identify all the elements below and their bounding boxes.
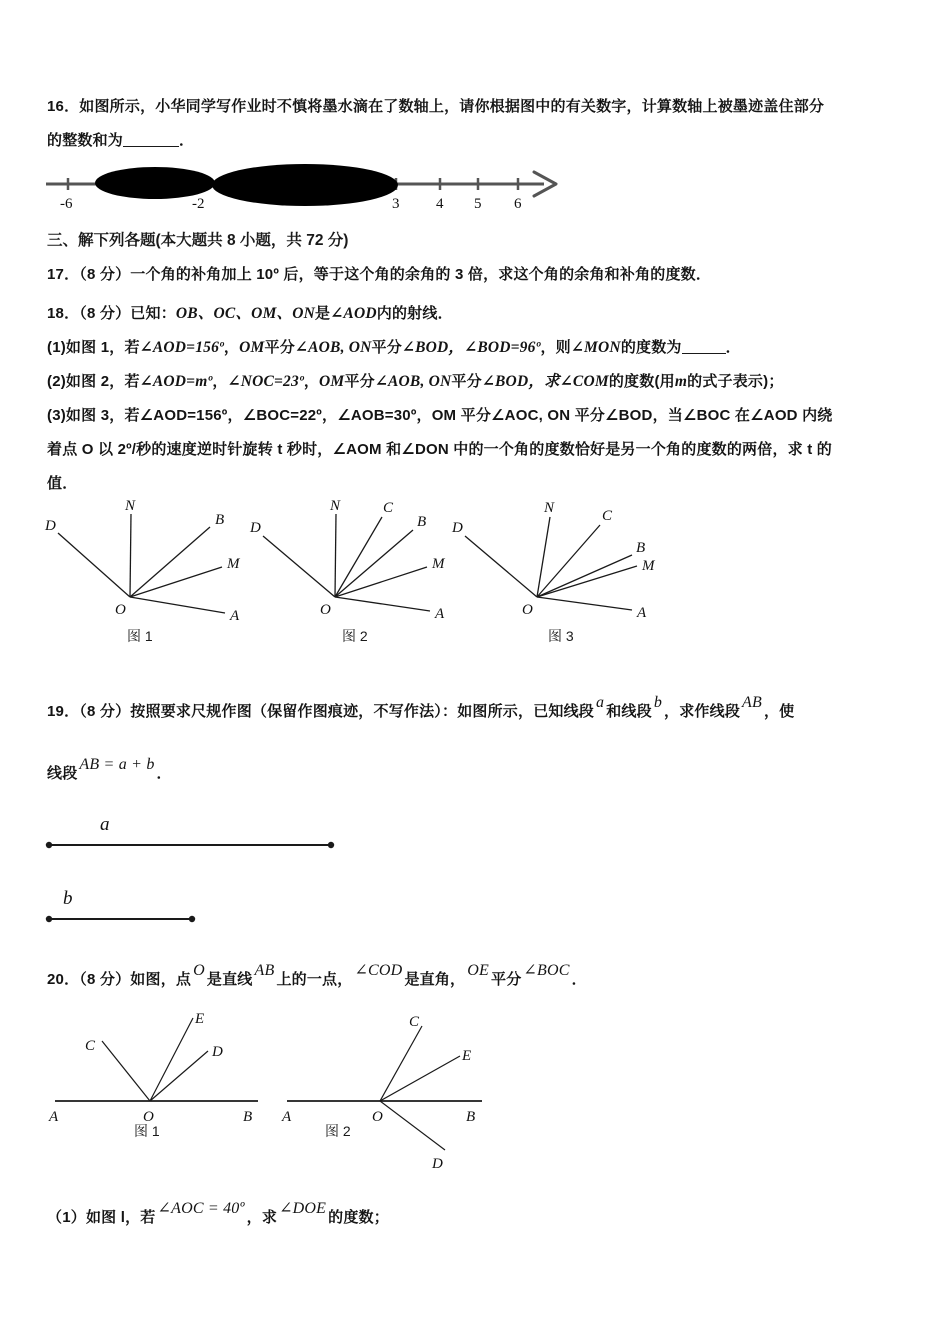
q19-line2 bbox=[47, 757, 172, 791]
q18-fig2-label-M: M bbox=[432, 556, 445, 572]
q18-p1-bod: ∠BOD， bbox=[401, 339, 465, 356]
q18-fig3-label-D: D bbox=[452, 520, 463, 536]
q20-line-ab: AB bbox=[254, 962, 275, 979]
q19-l2-c: ． bbox=[156, 765, 172, 782]
q19-seg-ab-ref: AB bbox=[742, 694, 762, 711]
q18-figure-1 bbox=[45, 498, 255, 624]
q19-segment-b-figure bbox=[40, 882, 380, 932]
tick-label-5: 6 bbox=[514, 196, 522, 212]
q18-p1-m: 的度数为 bbox=[620, 339, 682, 356]
q19-segment-a-endpoint-right bbox=[328, 842, 334, 848]
q18-p2-aob: ∠AOB, bbox=[374, 373, 425, 390]
q19-l1-e: ，求作线段 bbox=[664, 703, 741, 720]
q20-ray-oe: OE bbox=[467, 962, 489, 979]
q18-fig2-label-A: A bbox=[435, 606, 445, 622]
q18-stem-angle: ∠AOD bbox=[330, 305, 377, 322]
q19-segment-a-endpoint-left bbox=[46, 842, 52, 848]
q20-fig2-label-O: O bbox=[372, 1109, 383, 1125]
q18-p2-noc: ∠NOC=23º bbox=[227, 373, 304, 390]
q19-line1 bbox=[47, 695, 794, 729]
q18-part-3-line2 bbox=[47, 433, 832, 467]
q16-line1-text: 16．如图所示，小华同学写作业时不慎将墨水滴在了数轴上，请你根据图中的有关数字，计算数轴上被墨迹盖住部分 bbox=[47, 98, 825, 115]
q18-p2-a: (2)如图 2，若 bbox=[47, 373, 140, 390]
q20-fig1-rays bbox=[102, 1018, 208, 1101]
q20-figure-1-caption: 图 1 bbox=[134, 1123, 160, 1139]
q18-fig1-label-M: M bbox=[227, 556, 240, 572]
q18-figure-3-caption: 图 3 bbox=[548, 628, 574, 644]
q18-stem-rays: OB、OC、OM、ON bbox=[175, 305, 316, 322]
q18-fig2-label-B: B bbox=[417, 514, 427, 530]
q20-point-o: O bbox=[193, 962, 205, 979]
q18-p1-mon: ∠MON bbox=[570, 339, 621, 356]
q18-fig2-label-O: O bbox=[320, 602, 331, 618]
q18-fig3-label-O: O bbox=[522, 602, 533, 618]
q16-line2 bbox=[47, 124, 194, 158]
q18-figure-3 bbox=[452, 500, 667, 620]
q18-p2-on: ON bbox=[428, 373, 452, 390]
q18-stem-suffix: 内的射线． bbox=[376, 305, 453, 322]
q19-equation: AB = a + b bbox=[79, 756, 155, 773]
q16-number-line-figure bbox=[40, 158, 580, 214]
q18-p2-bod: ∠BOD，求 bbox=[481, 373, 560, 390]
q18-p1-a: (1)如图 1，若 bbox=[47, 339, 140, 356]
q20-stem-g: 是直角， bbox=[404, 971, 466, 988]
q18-fig3-label-M: M bbox=[642, 558, 655, 574]
q18-p2-g: 平分 bbox=[344, 373, 375, 390]
q18-p1-aob: ∠AOB, bbox=[294, 339, 345, 356]
q18-fig2-rays bbox=[263, 514, 430, 611]
q18-p2-c: ， bbox=[212, 373, 228, 390]
q20-sub1-a: （1）如图 l，若 bbox=[47, 1209, 156, 1226]
q20-stem-a: 20．（8 分）如图，点 bbox=[47, 971, 192, 988]
q19-segment-a-label: a bbox=[100, 814, 110, 835]
q18-p2-m: 的度数(用 bbox=[608, 373, 675, 390]
q18-p2-com: ∠COM bbox=[559, 373, 609, 390]
q17-text bbox=[47, 258, 711, 292]
q18-stem-prefix: 18．（8 分）已知： bbox=[47, 305, 176, 322]
q16-line2-suffix: ． bbox=[179, 132, 195, 149]
q18-fig3-label-N: N bbox=[544, 500, 555, 516]
q20-stem-c: 是直线 bbox=[206, 971, 253, 988]
q18-p2-aod: ∠AOD=mº bbox=[139, 373, 213, 390]
q18-stem bbox=[47, 297, 453, 331]
q20-figure-2 bbox=[282, 1008, 512, 1173]
q16-answer-blank[interactable] bbox=[123, 133, 179, 147]
q18-p1-aod: ∠AOD=156º bbox=[139, 339, 224, 356]
q18-p3-l3: 值． bbox=[47, 475, 78, 492]
q18-p1-bod-val: ∠BOD=96º bbox=[464, 339, 541, 356]
q20-fig1-label-A: A bbox=[49, 1109, 59, 1125]
q19-seg-b-ref: b bbox=[653, 694, 663, 711]
q16-line1 bbox=[47, 90, 824, 124]
ink-blot-left bbox=[95, 167, 215, 199]
q18-p2-om: OM bbox=[319, 373, 345, 390]
q20-sub1-angle-doe: ∠DOE bbox=[279, 1200, 327, 1217]
tick-label-1: -2 bbox=[192, 196, 205, 212]
q18-fig1-label-B: B bbox=[215, 512, 225, 528]
q20-figure-1 bbox=[45, 1008, 275, 1133]
q18-part-3-line3 bbox=[47, 467, 77, 501]
q18-fig3-rays bbox=[465, 517, 637, 610]
q18-fig1-label-A: A bbox=[230, 608, 240, 624]
q18-figure-2 bbox=[250, 500, 460, 620]
q18-p3-l2: 着点 O 以 2º/秒的速度逆时针旋转 t 秒时，∠AOM 和∠DON 中的一个角的度数恰好是另一个角的度数的两倍，求 t 的 bbox=[47, 441, 832, 458]
q20-fig2-label-D: D bbox=[432, 1156, 443, 1172]
q19-segment-a-figure bbox=[40, 808, 380, 858]
q18-fig1-rays bbox=[58, 514, 225, 613]
q19-seg-a-ref: a bbox=[596, 694, 605, 711]
q18-p1-c: ， bbox=[223, 339, 240, 356]
q17-label: 17．（8 分）一个角的补角加上 10º 后，等于这个角的余角的 3 倍，求这个角的余角和补角的度数． bbox=[47, 266, 712, 283]
q18-stem-mid: 是 bbox=[315, 305, 331, 322]
q18-fig2-label-N: N bbox=[330, 498, 341, 514]
q19-l1-a: 19．（8 分）按照要求尺规作图（保留作图痕迹，不写作法）：如图所示，已知线段 bbox=[47, 703, 594, 720]
q18-p2-mvar: m bbox=[674, 373, 688, 390]
q20-fig1-label-O: O bbox=[143, 1109, 154, 1125]
ink-blot-right bbox=[212, 164, 398, 206]
q18-p2-e: ， bbox=[303, 373, 320, 390]
q18-fig1-label-D: D bbox=[45, 518, 56, 534]
q20-sub1-angle-aoc: ∠AOC = 40º bbox=[157, 1200, 245, 1217]
q20-angle-cod: ∠COD bbox=[354, 962, 403, 979]
q20-fig2-label-B: B bbox=[466, 1109, 476, 1125]
q20-figure-2-caption: 图 2 bbox=[325, 1123, 351, 1139]
q20-fig2-rays bbox=[380, 1026, 460, 1150]
q20-stem-e: 上的一点， bbox=[276, 971, 353, 988]
q18-fig3-label-C: C bbox=[602, 508, 613, 524]
q20-fig2-label-C: C bbox=[409, 1014, 420, 1030]
q18-part-2 bbox=[47, 365, 784, 399]
q20-fig1-label-C: C bbox=[85, 1038, 96, 1054]
q18-p1-k: ，则 bbox=[540, 339, 571, 356]
q18-p1-on: ON bbox=[348, 339, 372, 356]
q18-p2-o: 的式子表示)； bbox=[687, 373, 784, 390]
tick-label-2: 3 bbox=[392, 196, 400, 212]
q18-p2-j: 平分 bbox=[451, 373, 482, 390]
q20-fig2-label-E: E bbox=[462, 1048, 472, 1064]
q18-p3-l1: (3)如图 3，若∠AOD=156º，∠BOC=22º，∠AOB=30º，OM 平分∠AOC, ON 平分∠BOD，当∠BOC 在∠AOD 内绕 bbox=[47, 407, 833, 424]
q20-sub1-e: 的度数； bbox=[328, 1209, 389, 1226]
q19-segment-b-label: b bbox=[63, 888, 73, 909]
q18-p1-e: 平分 bbox=[264, 339, 295, 356]
q20-stem bbox=[47, 963, 587, 997]
q18-p1-n: ． bbox=[725, 339, 741, 356]
q18-fig3-label-B: B bbox=[636, 540, 646, 556]
q18-figure-2-caption: 图 2 bbox=[342, 628, 368, 644]
q16-line2-prefix: 的整数和为 bbox=[47, 132, 124, 149]
q18-part-1 bbox=[47, 331, 741, 365]
q19-l1-g: ，使 bbox=[763, 703, 795, 720]
q18-p1-answer-blank[interactable] bbox=[682, 340, 726, 354]
tick-label-4: 5 bbox=[474, 196, 482, 212]
q20-fig1-label-B: B bbox=[243, 1109, 253, 1125]
q19-l2-a: 线段 bbox=[47, 765, 78, 782]
q19-l1-c: 和线段 bbox=[606, 703, 652, 720]
q20-fig2-label-A: A bbox=[282, 1109, 292, 1125]
q18-figure-1-caption: 图 1 bbox=[127, 628, 153, 644]
q19-segment-b-endpoint-left bbox=[46, 916, 52, 922]
q18-fig1-label-N: N bbox=[125, 498, 136, 514]
q18-p1-h: 平分 bbox=[371, 339, 402, 356]
section-3-heading: 三、解下列各题(本大题共 8 小题，共 72 分) bbox=[47, 232, 349, 249]
q20-fig1-label-D: D bbox=[212, 1044, 223, 1060]
q20-fig1-label-E: E bbox=[195, 1011, 205, 1027]
tick-label-3: 4 bbox=[436, 196, 444, 212]
q20-sub-1 bbox=[47, 1201, 389, 1235]
q18-fig1-label-O: O bbox=[115, 602, 126, 618]
q19-segment-b-endpoint-right bbox=[189, 916, 195, 922]
q20-sub1-c: ，求 bbox=[246, 1209, 278, 1226]
q18-fig3-label-A: A bbox=[637, 605, 647, 621]
q20-angle-boc: ∠BOC bbox=[523, 962, 570, 979]
q20-stem-i: 平分 bbox=[491, 971, 522, 988]
q18-part-3-line1 bbox=[47, 399, 832, 433]
q18-fig2-label-C: C bbox=[383, 500, 394, 516]
q18-p1-om: OM bbox=[239, 339, 265, 356]
q20-stem-k: ． bbox=[571, 971, 587, 988]
tick-label-0: -6 bbox=[60, 196, 73, 212]
q18-fig2-label-D: D bbox=[250, 520, 261, 536]
